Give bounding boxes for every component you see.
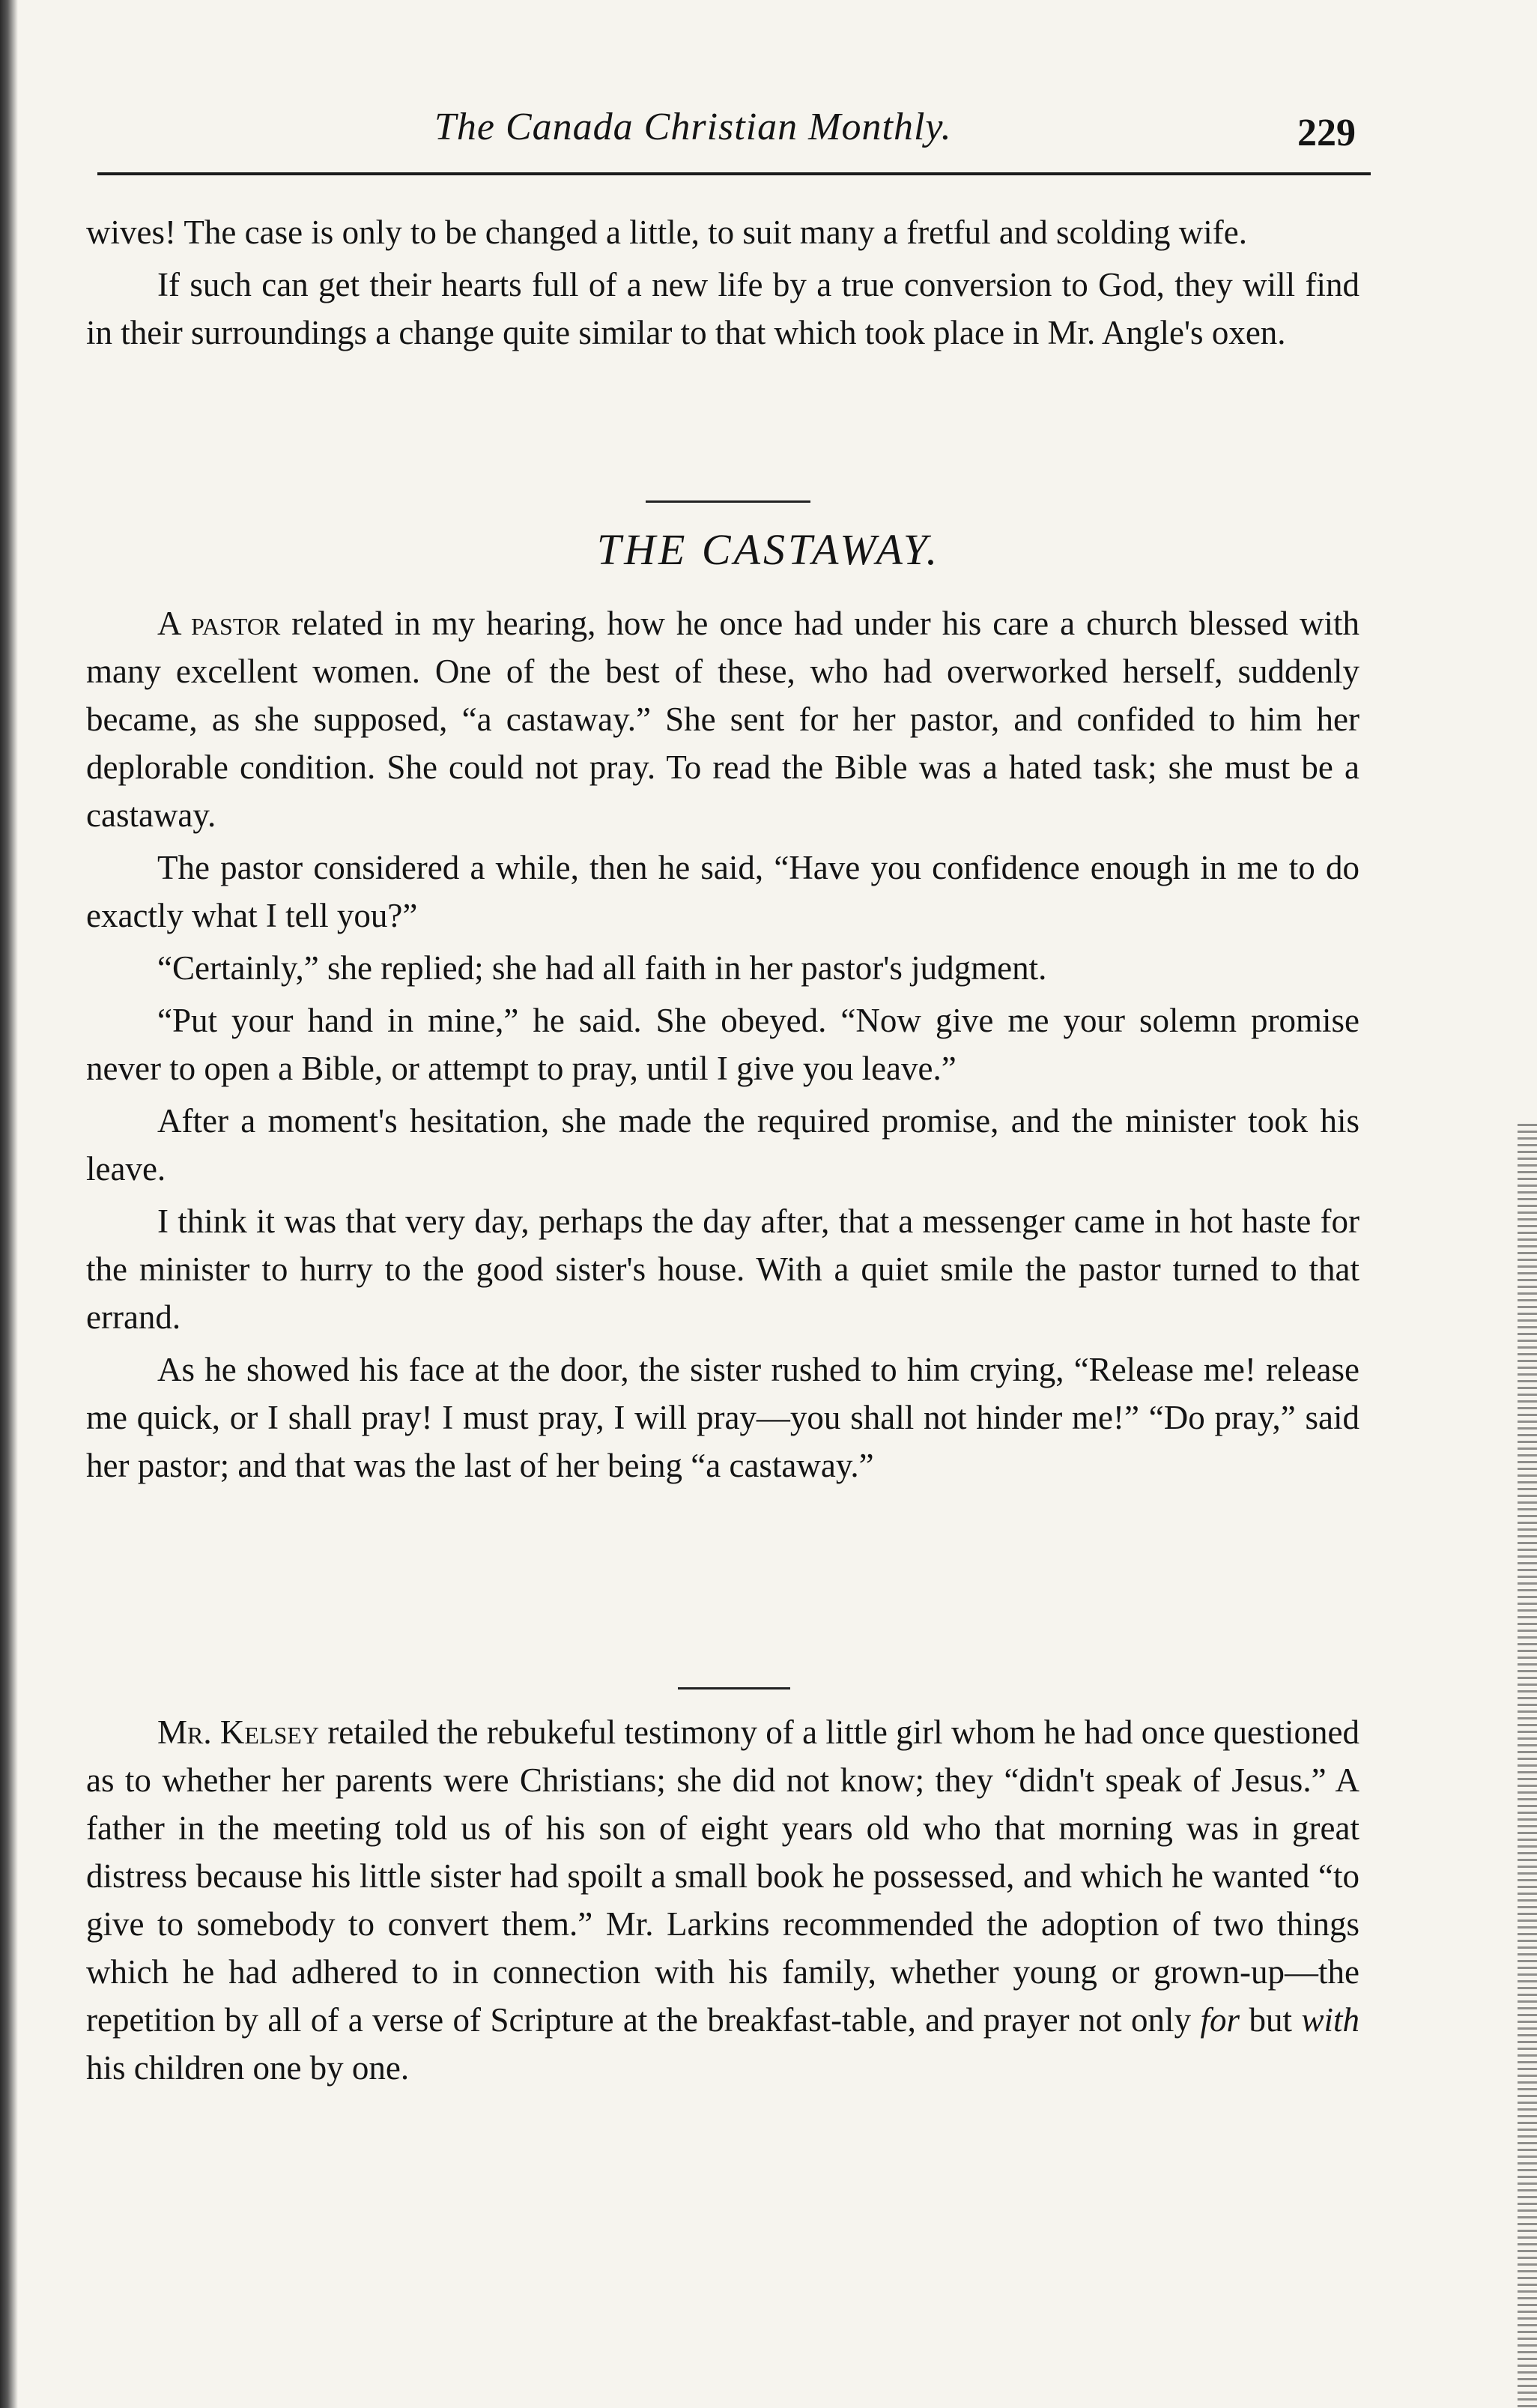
castaway-paragraph-4: “Put your hand in mine,” he said. She obeyed. “Now give me your solemn promise never to open a Bible, or attempt to pray, until I give you leave.” [86, 1002, 1359, 1087]
castaway-paragraph-3: “Certainly,” she replied; she had all faith in her pastor's judgment. [157, 949, 1047, 987]
kelsey-article [86, 1708, 1359, 2096]
kelsey-text-1: retailed the rebukeful testimony of a little girl whom he had once questioned as to whether her parents were Christians; she did not know; they “didn't speak of Jesus.” A father in the meeting told us of his son of eight years old who that morning was in great distress because his little sister had spoilt a small book he possessed, and which he wanted “to give to somebody to convert them.” Mr. Larkins recommended the adoption of two things which he had adhered to in connection with his family, whether young or grown-up—the repetition by all of a verse of Scripture at the breakfast-table, and prayer not only [86, 1713, 1360, 2039]
castaway-lead-words: A pastor [157, 605, 281, 642]
castaway-paragraph-1-text: related in my hearing, how he once had under his care a church blessed with many excellent women. One of the best of these, who had overworked herself, suddenly became, as she supposed, “a castaway.” She sent for her pastor, and confided to him her deplorable condition. She could not pray. To read the Bible was a hated task; she must be a castaway. [86, 605, 1360, 834]
running-header [97, 105, 1371, 165]
continuation-text [86, 208, 1359, 361]
castaway-article [86, 599, 1359, 1494]
kelsey-italic-for: for [1200, 2001, 1240, 2039]
continuation-paragraph-2: If such can get their hearts full of a new life by a true conversion to God, they will find in their surroundings a change quite similar to that which took place in Mr. Angle's oxen. [86, 266, 1359, 351]
running-title: The Canada Christian Monthly. [434, 106, 952, 148]
kelsey-paragraph [86, 1708, 1359, 2092]
section-separator [646, 500, 810, 503]
section-title: THE CASTAWAY. [596, 525, 941, 574]
page-right-edge-noise [1518, 1124, 1537, 2408]
continuation-paragraph-1: wives! The case is only to be changed a little, to suit many a fretful and scolding wife. [86, 214, 1247, 251]
castaway-paragraph-7: As he showed his face at the door, the sister rushed to him crying, “Release me! release me quick, or I shall pray! I must pray, I will pray—you shall not hinder me!” “Do pray,” said her pastor; and that was the last of her being “a castaway.” [86, 1351, 1359, 1484]
castaway-paragraph-2: The pastor considered a while, then he said, “Have you confidence enough in me to do exactly what I tell you?” [86, 849, 1359, 934]
page-left-shadow [0, 0, 18, 2408]
kelsey-italic-with: with [1301, 2001, 1360, 2039]
kelsey-text-2: but [1249, 2001, 1293, 2039]
castaway-paragraph-1 [86, 599, 1359, 839]
page-number: 229 [1297, 112, 1356, 154]
castaway-paragraph-5: After a moment's hesitation, she made the required promise, and the minister took his leave. [86, 1102, 1359, 1188]
kelsey-lead-words: Mr. Kelsey [157, 1713, 319, 1751]
header-rule [97, 172, 1371, 175]
kelsey-text-3: his children one by one. [86, 2049, 410, 2087]
castaway-paragraph-6: I think it was that very day, perhaps the day after, that a messenger came in hot haste for the minister to hurry to the good sister's house. With a quiet smile the pastor turned to that errand. [86, 1203, 1359, 1336]
article-separator [678, 1687, 790, 1689]
